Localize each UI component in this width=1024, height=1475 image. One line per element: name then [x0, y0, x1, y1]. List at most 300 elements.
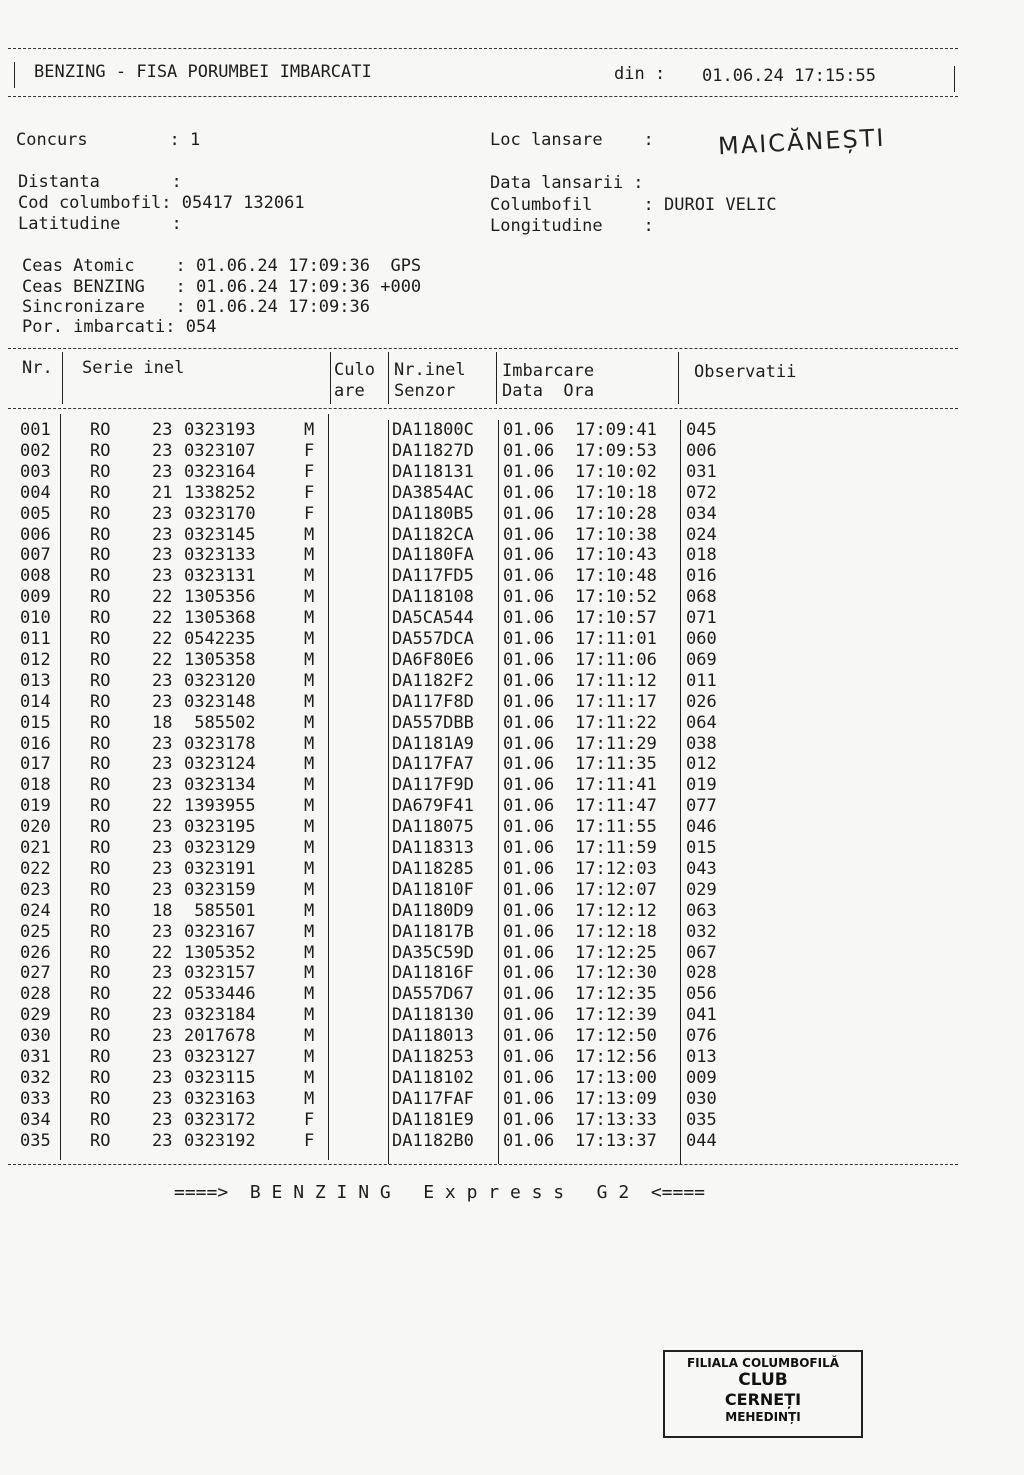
cell-ora: 17:12:39 — [575, 1005, 657, 1026]
table-row — [0, 922, 960, 942]
table-bottom-border — [8, 1164, 958, 1165]
cell-sex: M — [304, 1026, 315, 1047]
cell-obs: 026 — [686, 691, 717, 712]
latitudine-field: Latitudine : — [18, 214, 182, 234]
cell-senzor: DA1180B5 — [392, 503, 474, 524]
col-header-data-ora: Data Ora — [502, 381, 595, 401]
cell-senzor: DA117FAF — [392, 1088, 474, 1109]
cell-senzor: DA118013 — [392, 1026, 474, 1047]
cell-ora: 17:12:50 — [575, 1026, 657, 1047]
cell-tara: RO — [90, 608, 111, 629]
cell-tara: RO — [90, 649, 111, 670]
cell-inel: 0323159 — [184, 879, 256, 900]
cell-nr: 027 — [20, 963, 51, 984]
cell-sex: M — [304, 712, 315, 733]
cell-an: 23 — [152, 1026, 173, 1047]
cell-nr: 033 — [20, 1088, 51, 1109]
stamp-line-1: FILIALA COLUMBOFILĂ — [686, 1356, 840, 1370]
cell-an: 23 — [152, 1047, 173, 1067]
cell-nr: 025 — [20, 921, 51, 942]
col-sep-header-senzor — [388, 352, 389, 404]
col-sep-header-culoare — [330, 352, 331, 404]
cell-inel: 0323192 — [184, 1130, 256, 1151]
cell-tara: RO — [90, 984, 111, 1005]
cell-sex: M — [304, 754, 315, 775]
cell-tara: RO — [90, 754, 111, 775]
cell-data: 01.06 — [503, 649, 555, 670]
cell-inel: 1393955 — [184, 796, 256, 817]
cell-sex: F — [304, 1109, 315, 1130]
cell-data: 01.06 — [503, 942, 555, 963]
cell-sex: F — [304, 440, 315, 461]
cell-obs: 012 — [686, 754, 717, 775]
cell-inel: 0323167 — [184, 921, 256, 942]
cell-sex: M — [304, 1088, 315, 1109]
cell-nr: 003 — [20, 461, 51, 482]
cell-nr: 005 — [20, 503, 51, 524]
cell-sex: M — [304, 963, 315, 984]
cell-inel: 1305356 — [184, 587, 256, 608]
cell-obs: 018 — [686, 545, 717, 566]
cell-ora: 17:11:47 — [575, 796, 657, 817]
cell-data: 01.06 — [503, 608, 555, 629]
cell-ora: 17:10:52 — [575, 587, 657, 608]
cell-ora: 17:13:09 — [575, 1088, 657, 1109]
cell-inel: 0323131 — [184, 566, 256, 587]
cell-ora: 17:11:35 — [575, 754, 657, 775]
cell-sex: M — [304, 1047, 315, 1067]
cell-data: 01.06 — [503, 1026, 555, 1047]
cell-tara: RO — [90, 420, 111, 440]
table-row — [0, 796, 960, 816]
cell-tara: RO — [90, 1088, 111, 1109]
cell-nr: 022 — [20, 858, 51, 879]
cell-sex: F — [304, 461, 315, 482]
cell-inel: 0323115 — [184, 1067, 256, 1088]
cell-tara: RO — [90, 900, 111, 921]
din-label: din : — [614, 64, 666, 84]
ceas-benzing-field: Ceas BENZING : 01.06.24 17:09:36 +000 — [22, 277, 422, 297]
cell-nr: 004 — [20, 482, 51, 503]
cell-data: 01.06 — [503, 482, 555, 503]
cell-obs: 064 — [686, 712, 717, 733]
col-header-nr: Nr. — [22, 358, 53, 378]
cell-ora: 17:11:12 — [575, 670, 657, 691]
cell-nr: 017 — [20, 754, 51, 775]
table-row — [0, 963, 960, 983]
cell-obs: 009 — [686, 1067, 717, 1088]
ceas-atomic-field: Ceas Atomic : 01.06.24 17:09:36 GPS — [22, 256, 422, 276]
cell-nr: 006 — [20, 524, 51, 545]
cell-nr: 020 — [20, 817, 51, 838]
cell-ora: 17:13:37 — [575, 1130, 657, 1151]
cell-sex: M — [304, 587, 315, 608]
cell-tara: RO — [90, 482, 111, 503]
title-left-border — [14, 62, 15, 88]
cell-ora: 17:09:41 — [575, 420, 657, 440]
cell-senzor: DA6F80E6 — [392, 649, 474, 670]
cell-sex: M — [304, 775, 315, 796]
cell-an: 18 — [152, 712, 173, 733]
cell-senzor: DA3854AC — [392, 482, 474, 503]
table-row — [0, 1047, 960, 1067]
cell-obs: 030 — [686, 1088, 717, 1109]
cell-obs: 029 — [686, 879, 717, 900]
cell-ora: 17:12:35 — [575, 984, 657, 1005]
table-row — [0, 1131, 960, 1151]
table-row — [0, 671, 960, 691]
sincronizare-field: Sincronizare : 01.06.24 17:09:36 — [22, 297, 370, 317]
table-row — [0, 650, 960, 670]
cell-an: 22 — [152, 984, 173, 1005]
cell-sex: M — [304, 524, 315, 545]
cell-tara: RO — [90, 629, 111, 649]
cell-senzor: DA118313 — [392, 838, 474, 858]
porumbei-imbarcati-field: Por. imbarcati: 054 — [22, 317, 217, 337]
cell-nr: 032 — [20, 1067, 51, 1088]
col-header-observatii: Observatii — [694, 362, 797, 382]
cell-inel: 0323148 — [184, 691, 256, 712]
cell-senzor: DA1182CA — [392, 524, 474, 545]
cell-inel: 0323145 — [184, 524, 256, 545]
cell-an: 23 — [152, 524, 173, 545]
cell-inel: 0323164 — [184, 461, 256, 482]
table-header-bottom-border — [8, 408, 958, 409]
cell-obs: 016 — [686, 566, 717, 587]
cell-tara: RO — [90, 858, 111, 879]
cell-inel: 585501 — [184, 900, 256, 921]
cell-data: 01.06 — [503, 1067, 555, 1088]
cell-senzor: DA1181A9 — [392, 733, 474, 754]
cell-sex: M — [304, 691, 315, 712]
cell-tara: RO — [90, 670, 111, 691]
cell-senzor: DA118102 — [392, 1067, 474, 1088]
cell-sex: F — [304, 482, 315, 503]
cell-nr: 026 — [20, 942, 51, 963]
cell-an: 22 — [152, 608, 173, 629]
cell-an: 23 — [152, 545, 173, 566]
table-row — [0, 1089, 960, 1109]
cell-inel: 0323157 — [184, 963, 256, 984]
cell-tara: RO — [90, 775, 111, 796]
cell-obs: 028 — [686, 963, 717, 984]
cell-sex: M — [304, 670, 315, 691]
cell-sex: F — [304, 503, 315, 524]
cell-obs: 046 — [686, 817, 717, 838]
table-row — [0, 1110, 960, 1130]
cell-ora: 17:12:07 — [575, 879, 657, 900]
title-right-border — [954, 66, 955, 92]
cell-sex: M — [304, 1067, 315, 1088]
cell-ora: 17:11:06 — [575, 649, 657, 670]
title-bottom-border — [8, 96, 958, 97]
cell-sex: M — [304, 1005, 315, 1026]
din-datetime: 01.06.24 17:15:55 — [702, 66, 876, 86]
stamp-line-3: CERNEȚI — [724, 1390, 802, 1409]
cell-senzor: DA11817B — [392, 921, 474, 942]
cell-sex: M — [304, 900, 315, 921]
cell-data: 01.06 — [503, 524, 555, 545]
cell-nr: 010 — [20, 608, 51, 629]
cell-ora: 17:10:38 — [575, 524, 657, 545]
cell-senzor: DA117FD5 — [392, 566, 474, 587]
cell-obs: 006 — [686, 440, 717, 461]
cell-data: 01.06 — [503, 670, 555, 691]
cell-data: 01.06 — [503, 629, 555, 649]
cell-data: 01.06 — [503, 587, 555, 608]
cell-ora: 17:10:43 — [575, 545, 657, 566]
cell-an: 23 — [152, 775, 173, 796]
cell-inel: 0323134 — [184, 775, 256, 796]
cell-sex: M — [304, 566, 315, 587]
cell-data: 01.06 — [503, 775, 555, 796]
cell-obs: 068 — [686, 587, 717, 608]
cell-obs: 035 — [686, 1109, 717, 1130]
cell-senzor: DA557D67 — [392, 984, 474, 1005]
cell-tara: RO — [90, 691, 111, 712]
cell-data: 01.06 — [503, 796, 555, 817]
cell-tara: RO — [90, 796, 111, 817]
table-row — [0, 525, 960, 545]
cell-sex: M — [304, 649, 315, 670]
cell-data: 01.06 — [503, 858, 555, 879]
cell-obs: 013 — [686, 1047, 717, 1067]
cell-obs: 045 — [686, 420, 717, 440]
cell-data: 01.06 — [503, 921, 555, 942]
cell-sex: M — [304, 817, 315, 838]
col-sep-header-nr — [62, 352, 63, 404]
table-row — [0, 1026, 960, 1046]
cell-inel: 0323191 — [184, 858, 256, 879]
cell-inel: 0323127 — [184, 1047, 256, 1067]
cell-inel: 2017678 — [184, 1026, 256, 1047]
cell-inel: 0323133 — [184, 545, 256, 566]
cell-an: 23 — [152, 963, 173, 984]
cell-data: 01.06 — [503, 1130, 555, 1151]
cell-an: 21 — [152, 482, 173, 503]
cell-sex: F — [304, 1130, 315, 1151]
col-sep-header-imbarcare — [496, 352, 497, 404]
cell-senzor: DA118285 — [392, 858, 474, 879]
cell-obs: 032 — [686, 921, 717, 942]
cell-nr: 007 — [20, 545, 51, 566]
longitudine-field: Longitudine : — [490, 216, 654, 236]
cell-sex: M — [304, 858, 315, 879]
cell-ora: 17:11:01 — [575, 629, 657, 649]
cell-an: 23 — [152, 838, 173, 858]
cell-data: 01.06 — [503, 838, 555, 858]
table-row — [0, 462, 960, 482]
cell-ora: 17:13:33 — [575, 1109, 657, 1130]
cell-obs: 067 — [686, 942, 717, 963]
cell-data: 01.06 — [503, 900, 555, 921]
cell-an: 18 — [152, 900, 173, 921]
cell-ora: 17:11:29 — [575, 733, 657, 754]
cell-obs: 015 — [686, 838, 717, 858]
stamp-line-4: MEHEDINȚI — [725, 1410, 801, 1424]
cell-tara: RO — [90, 524, 111, 545]
cell-ora: 17:09:53 — [575, 440, 657, 461]
cell-inel: 0323178 — [184, 733, 256, 754]
cell-ora: 17:10:18 — [575, 482, 657, 503]
cell-tara: RO — [90, 733, 111, 754]
cell-senzor: DA11810F — [392, 879, 474, 900]
table-row — [0, 545, 960, 565]
document-title: BENZING - FISA PORUMBEI IMBARCATI — [34, 62, 372, 82]
cell-obs: 071 — [686, 608, 717, 629]
cell-an: 22 — [152, 587, 173, 608]
loc-lansare-handwritten: MAICĂNEȘTI — [717, 123, 887, 161]
cell-inel: 0323129 — [184, 838, 256, 858]
cell-tara: RO — [90, 1109, 111, 1130]
cell-nr: 031 — [20, 1047, 51, 1067]
cell-senzor: DA11827D — [392, 440, 474, 461]
cell-senzor: DA1182F2 — [392, 670, 474, 691]
cell-an: 23 — [152, 440, 173, 461]
col-header-culoare-1: Culo — [334, 360, 375, 380]
cell-nr: 008 — [20, 566, 51, 587]
cell-sex: M — [304, 629, 315, 649]
cell-an: 22 — [152, 649, 173, 670]
data-lansarii-field: Data lansarii : — [490, 173, 644, 193]
cell-inel: 0323107 — [184, 440, 256, 461]
cell-nr: 028 — [20, 984, 51, 1005]
cell-obs: 031 — [686, 461, 717, 482]
cell-obs: 038 — [686, 733, 717, 754]
columbofil-field: Columbofil : DUROI VELIC — [490, 195, 777, 215]
cell-sex: M — [304, 545, 315, 566]
cell-nr: 011 — [20, 629, 51, 649]
cell-an: 23 — [152, 1109, 173, 1130]
title-top-border — [8, 48, 958, 49]
cell-senzor: DA118131 — [392, 461, 474, 482]
cell-an: 22 — [152, 796, 173, 817]
cell-sex: M — [304, 608, 315, 629]
cell-ora: 17:11:41 — [575, 775, 657, 796]
table-row — [0, 692, 960, 712]
table-row — [0, 713, 960, 733]
cell-inel: 0542235 — [184, 629, 256, 649]
cell-tara: RO — [90, 566, 111, 587]
cell-senzor: DA35C59D — [392, 942, 474, 963]
table-row — [0, 734, 960, 754]
cell-obs: 041 — [686, 1005, 717, 1026]
cell-nr: 013 — [20, 670, 51, 691]
table-row — [0, 838, 960, 858]
cell-inel: 1338252 — [184, 482, 256, 503]
cell-ora: 17:12:25 — [575, 942, 657, 963]
cell-inel: 585502 — [184, 712, 256, 733]
cell-inel: 0323120 — [184, 670, 256, 691]
col-header-imbarcare: Imbarcare — [502, 361, 595, 381]
col-header-senzor: Senzor — [394, 381, 456, 401]
cell-nr: 021 — [20, 838, 51, 858]
table-row — [0, 817, 960, 837]
cell-senzor: DA1180FA — [392, 545, 474, 566]
cell-an: 23 — [152, 754, 173, 775]
loc-lansare-field: Loc lansare : — [490, 130, 654, 150]
cell-tara: RO — [90, 1130, 111, 1151]
cell-ora: 17:12:12 — [575, 900, 657, 921]
cell-nr: 016 — [20, 733, 51, 754]
cell-obs: 043 — [686, 858, 717, 879]
cell-tara: RO — [90, 1067, 111, 1088]
cell-ora: 17:12:56 — [575, 1047, 657, 1067]
cell-sex: M — [304, 879, 315, 900]
cell-an: 23 — [152, 420, 173, 440]
cell-sex: M — [304, 733, 315, 754]
cell-an: 23 — [152, 503, 173, 524]
cell-tara: RO — [90, 921, 111, 942]
cell-senzor: DA557DBB — [392, 712, 474, 733]
cell-tara: RO — [90, 942, 111, 963]
cell-data: 01.06 — [503, 566, 555, 587]
cell-sex: M — [304, 921, 315, 942]
cell-inel: 1305358 — [184, 649, 256, 670]
cell-sex: M — [304, 796, 315, 817]
cell-senzor: DA117F9D — [392, 775, 474, 796]
cell-senzor: DA1180D9 — [392, 900, 474, 921]
cell-data: 01.06 — [503, 1088, 555, 1109]
cell-ora: 17:11:17 — [575, 691, 657, 712]
cell-an: 22 — [152, 942, 173, 963]
cell-inel: 0323124 — [184, 754, 256, 775]
cell-ora: 17:10:57 — [575, 608, 657, 629]
table-row — [0, 754, 960, 774]
cell-obs: 069 — [686, 649, 717, 670]
cell-data: 01.06 — [503, 1047, 555, 1067]
cell-tara: RO — [90, 1005, 111, 1026]
cell-data: 01.06 — [503, 984, 555, 1005]
cell-an: 23 — [152, 1067, 173, 1088]
cell-nr: 035 — [20, 1130, 51, 1151]
cell-tara: RO — [90, 545, 111, 566]
cell-nr: 014 — [20, 691, 51, 712]
table-row — [0, 608, 960, 628]
cell-obs: 072 — [686, 482, 717, 503]
cell-ora: 17:11:59 — [575, 838, 657, 858]
cell-inel: 0323184 — [184, 1005, 256, 1026]
col-sep-header-observatii — [678, 352, 679, 404]
cell-an: 23 — [152, 858, 173, 879]
cell-nr: 034 — [20, 1109, 51, 1130]
table-row — [0, 943, 960, 963]
table-row — [0, 587, 960, 607]
cell-tara: RO — [90, 712, 111, 733]
cell-nr: 009 — [20, 587, 51, 608]
club-stamp — [663, 1350, 863, 1438]
col-header-serie-inel: Serie inel — [82, 358, 185, 378]
cell-tara: RO — [90, 817, 111, 838]
cell-an: 23 — [152, 1005, 173, 1026]
cell-nr: 024 — [20, 900, 51, 921]
cell-obs: 019 — [686, 775, 717, 796]
cell-data: 01.06 — [503, 754, 555, 775]
cell-tara: RO — [90, 461, 111, 482]
cell-obs: 056 — [686, 984, 717, 1005]
table-row — [0, 629, 960, 649]
cell-nr: 019 — [20, 796, 51, 817]
cell-ora: 17:10:02 — [575, 461, 657, 482]
table-row — [0, 420, 960, 440]
cell-nr: 012 — [20, 649, 51, 670]
cell-an: 23 — [152, 691, 173, 712]
cell-senzor: DA1181E9 — [392, 1109, 474, 1130]
cell-an: 23 — [152, 879, 173, 900]
cell-data: 01.06 — [503, 420, 555, 440]
cell-obs: 044 — [686, 1130, 717, 1151]
cell-inel: 1305368 — [184, 608, 256, 629]
